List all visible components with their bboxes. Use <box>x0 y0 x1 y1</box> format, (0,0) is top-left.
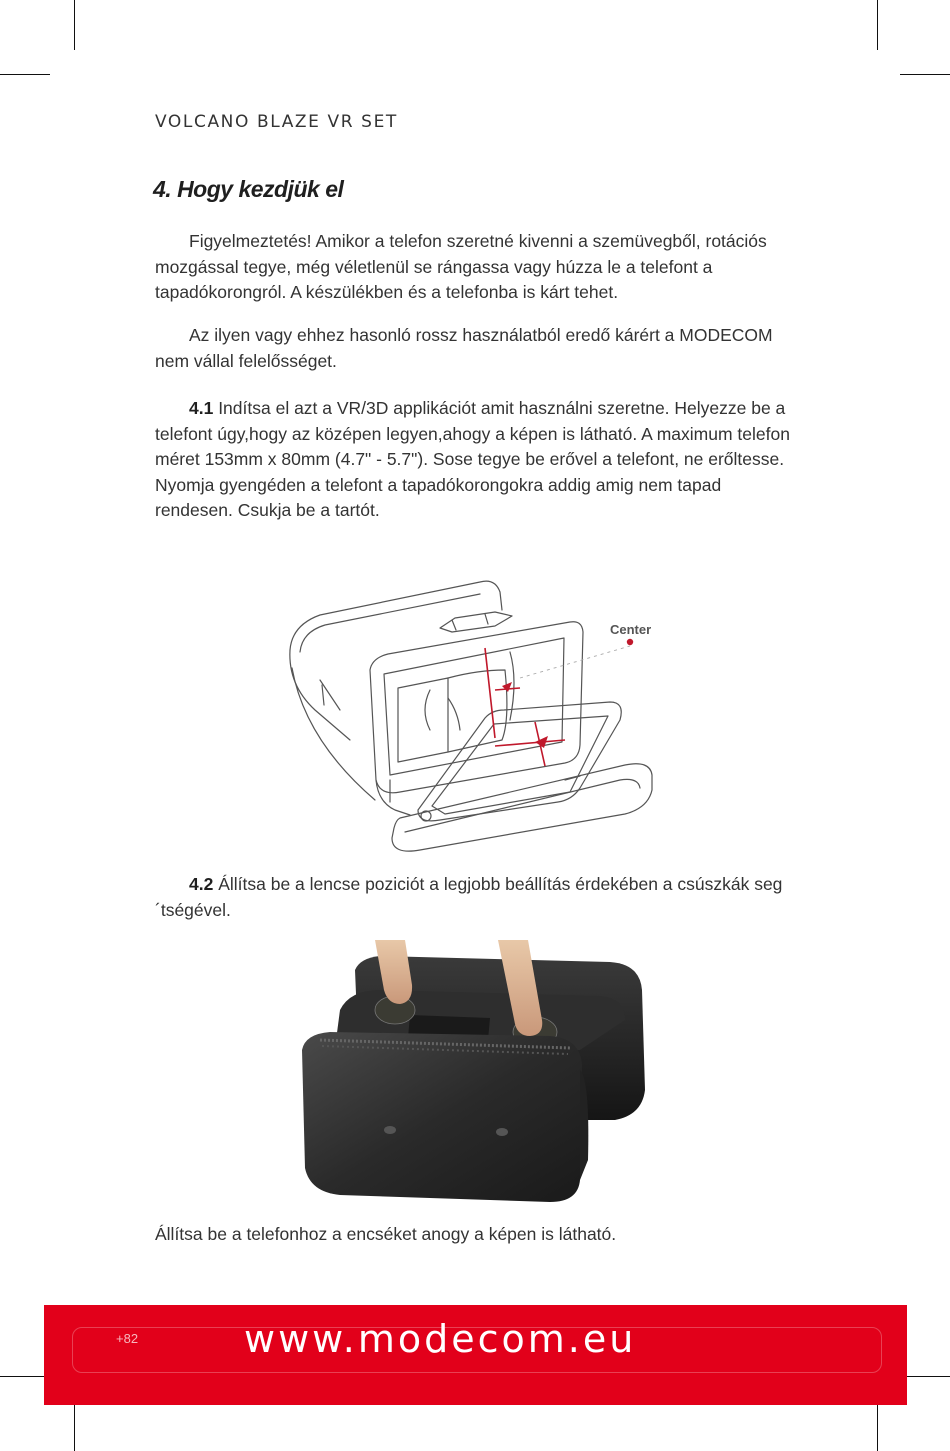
crop-mark-bottom-right-h <box>900 1376 950 1377</box>
running-header: VOLCANO BLAZE VR SET <box>155 112 398 132</box>
crop-mark-top-left-v <box>74 0 75 50</box>
center-marker-dot <box>627 639 633 645</box>
step-number: 4.1 <box>189 398 214 418</box>
step-text: Indítsa el azt a VR/3D applikációt amit használni szeretne. Helyezze be a telefont úgy,hogy az középen legyen,ahogy a képen is látható. A maximum telefon méret 153mm x 80mm (4.7" - 5.7"). Sose tegye be erővel a telefont, ne erőltesse. Nyomja gyengéden a telefont a tapadókorongokra addig amig nem tapad rendesen. Csukja be a tartót. <box>155 398 790 520</box>
crop-mark-bottom-right-v <box>877 1401 878 1451</box>
step-4-2-paragraph <box>155 872 805 923</box>
warning-paragraph <box>155 229 795 306</box>
section-title: 4. Hogy kezdjük el <box>153 176 344 202</box>
crop-mark-bottom-left-v <box>74 1401 75 1451</box>
headset-lens-slider-photo <box>280 940 670 1210</box>
headset-phone-insertion-illustration <box>280 570 680 860</box>
lens-adjust-caption: Állítsa be a telefonhoz a encséket anogy a képen is látható. <box>155 1224 617 1244</box>
step-number: 4.2 <box>189 874 214 894</box>
crop-mark-bottom-left-h <box>0 1376 50 1377</box>
crop-mark-top-left-h <box>0 74 50 75</box>
center-label: Center <box>610 622 652 637</box>
warning-text: Figyelmeztetés! Amikor a telefon szeretné kivenni a szemüvegből, rotációs mozgással tegye, még véletlenül se rángassa vagy húzza le a telefont a tapadókorongról. A készülékben és a telefonba is kárt tehet. <box>155 231 767 302</box>
liability-paragraph <box>155 323 795 374</box>
liability-text: Az ilyen vagy ehhez hasonló rossz használatból eredő kárért a MODECOM nem vállal felelősséget. <box>155 325 773 371</box>
step-4-1-paragraph <box>155 396 795 524</box>
center-guide-line <box>520 646 630 678</box>
crop-mark-top-right-h <box>900 74 950 75</box>
page-number: +82 <box>116 1331 139 1346</box>
center-arrow-upper <box>502 682 512 692</box>
step-text: Állítsa be a lencse poziciót a legjobb beállítás érdekében a csúszkák seg´tségével. <box>155 874 783 920</box>
crop-mark-top-right-v <box>877 0 878 50</box>
website-url: www.modecom.eu <box>244 1317 637 1361</box>
footer-bar <box>44 1305 907 1405</box>
